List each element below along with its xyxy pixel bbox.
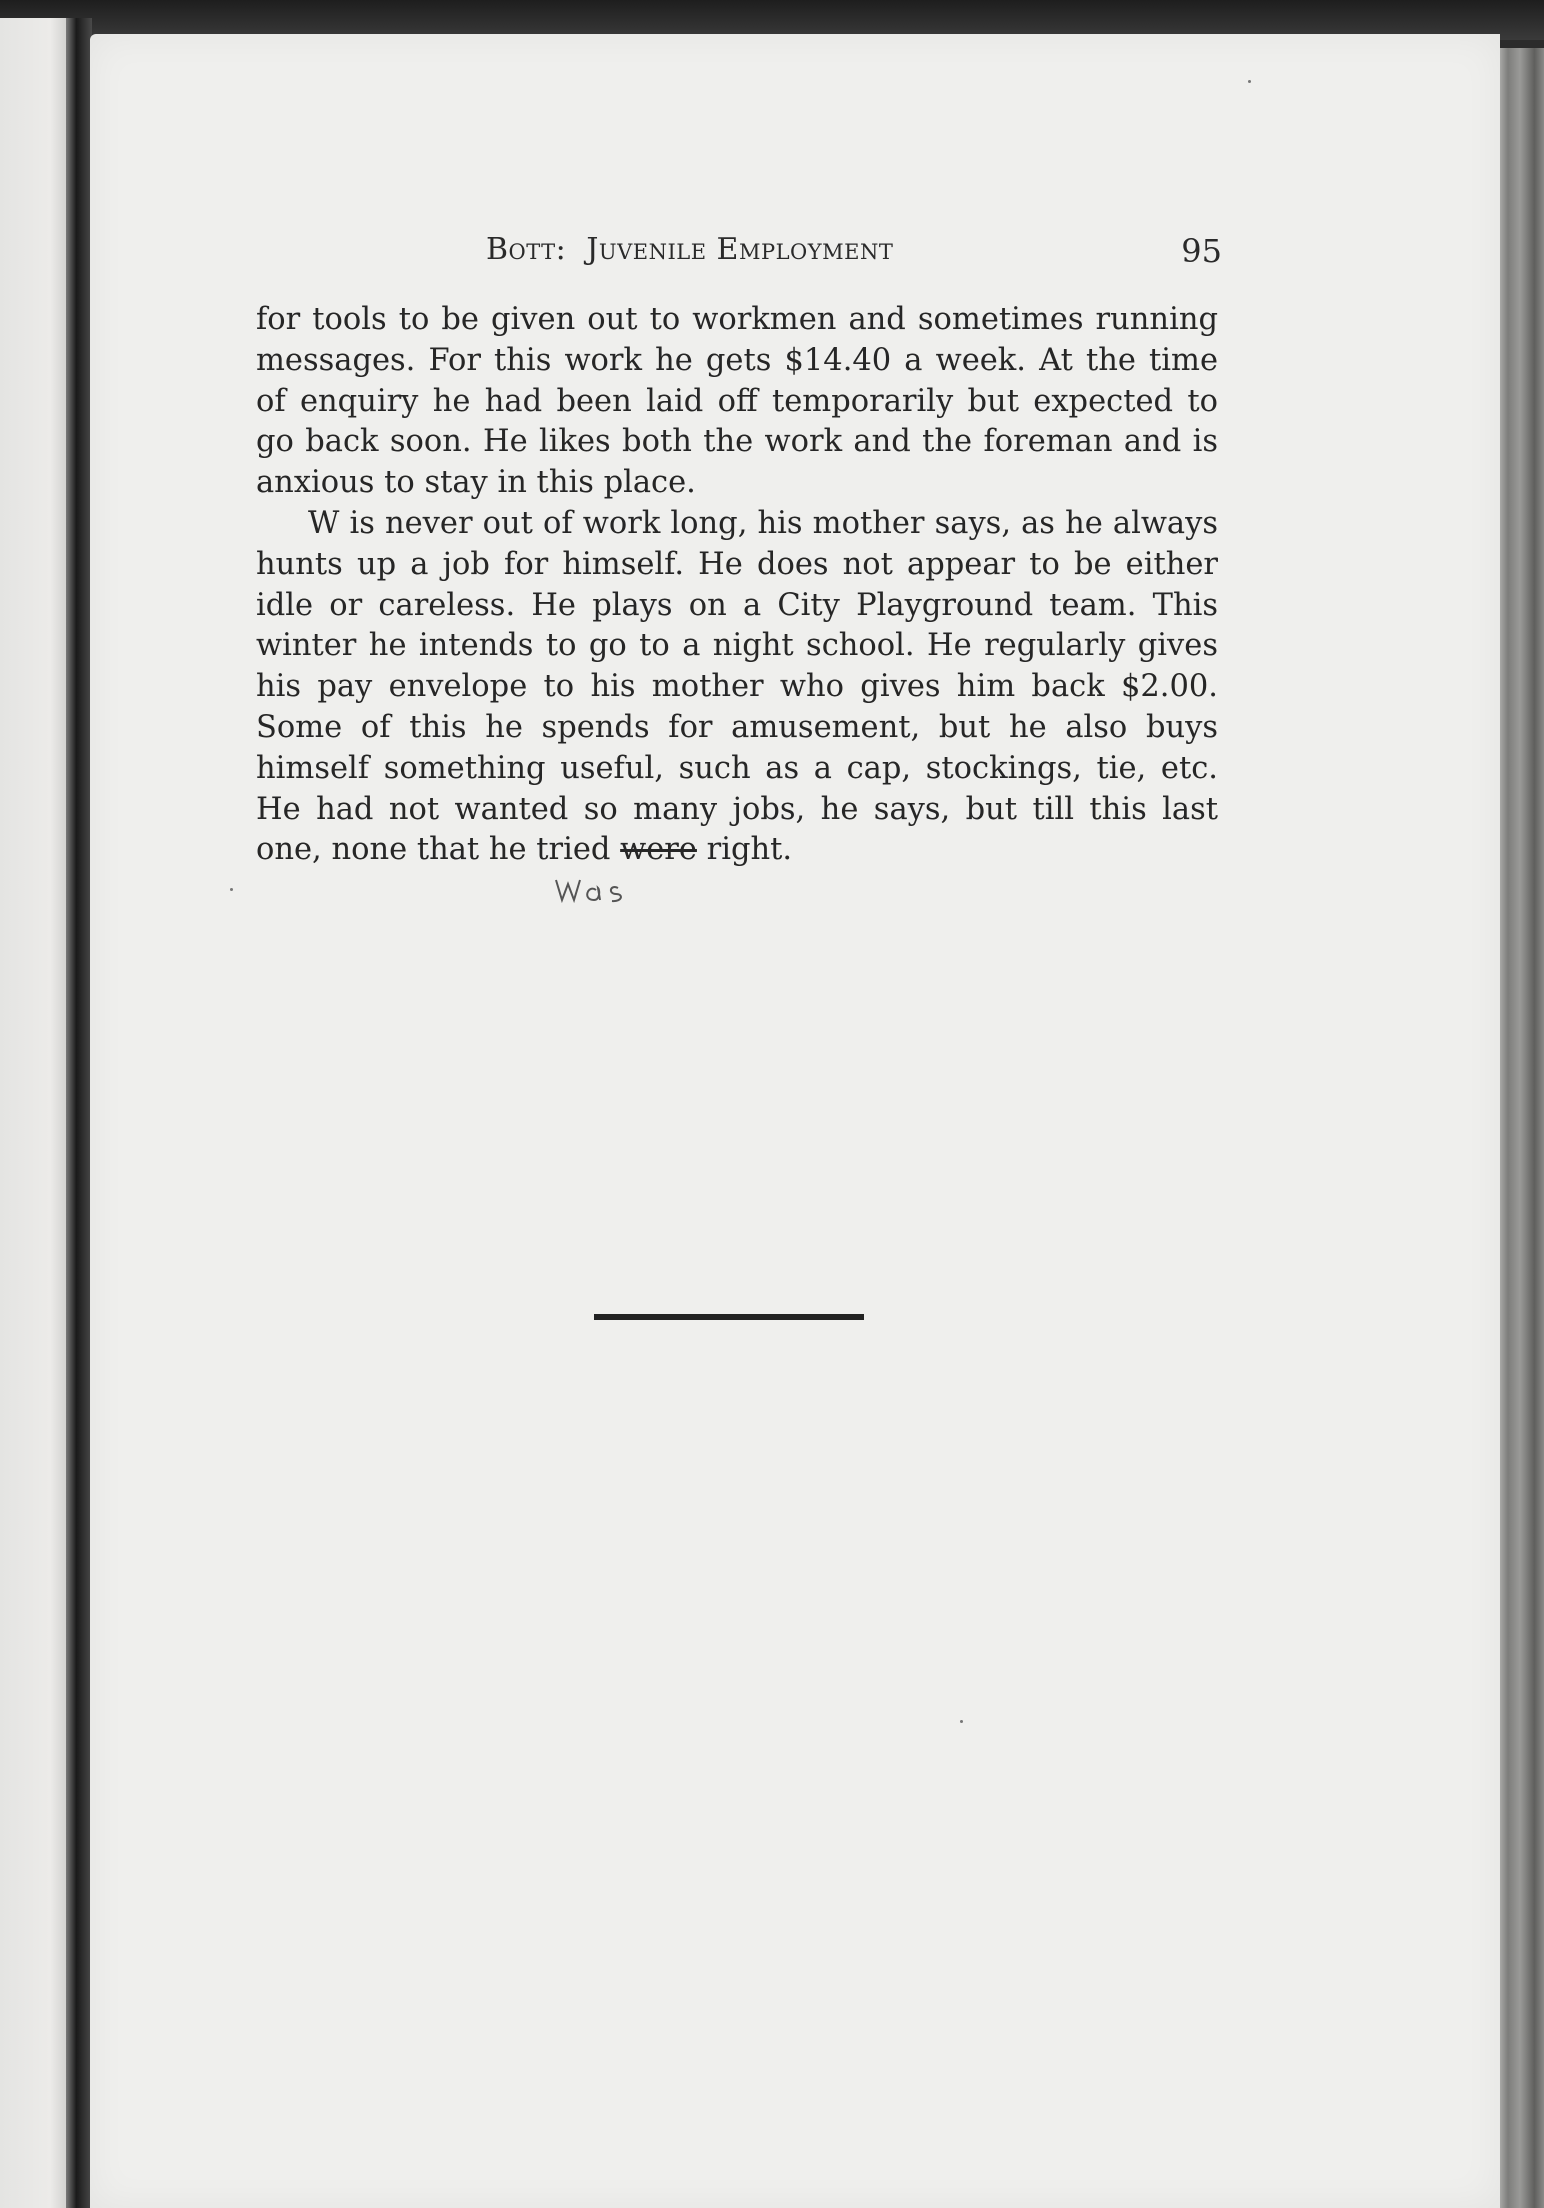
paragraph-2 (256, 504, 1218, 871)
paragraph-1: for tools to be given out to workmen and sometimes running messages. For this work he gets $14.40 a week. At the time of enquiry he had been laid off temporarily but expected to go back soon. He likes both the work and the foreman and is anxious to stay in this place. (256, 302, 1218, 501)
handwritten-correction-drawing (552, 870, 642, 910)
running-head-title (486, 232, 893, 267)
running-head-book-title: Juvenile Employment (586, 232, 894, 267)
struck-word: were (620, 832, 697, 868)
page-stack-edge (1496, 48, 1544, 2208)
facing-page-edge (0, 18, 72, 2208)
paragraph-2-ending: right. (706, 832, 793, 868)
page-number: 95 (1181, 232, 1222, 270)
running-head (256, 232, 1226, 278)
paper-speck (960, 1720, 963, 1723)
running-head-author: Bott (486, 232, 556, 267)
book-gutter (66, 18, 92, 2208)
running-head-separator: : (555, 232, 567, 267)
body-text (256, 300, 1218, 871)
handwritten-correction (552, 870, 642, 910)
paper-speck (1248, 80, 1251, 83)
section-rule (594, 1314, 864, 1320)
paragraph-2-text: W is never out of work long, his mother says, as he always hunts up a job for himself. He does not appear to be either idle or careless. He plays on a City Playground team. This winter he intends to go to a night school. He regularly gives his pay envelope to his mother who gives him back $2.00. Some of this he spends for amusement, but he also buys himself something useful, such as a cap, stockings, tie, etc. He had not wanted so many jobs, he says, but till this last one, none that he tried (256, 505, 1218, 868)
paper-speck (230, 888, 233, 891)
